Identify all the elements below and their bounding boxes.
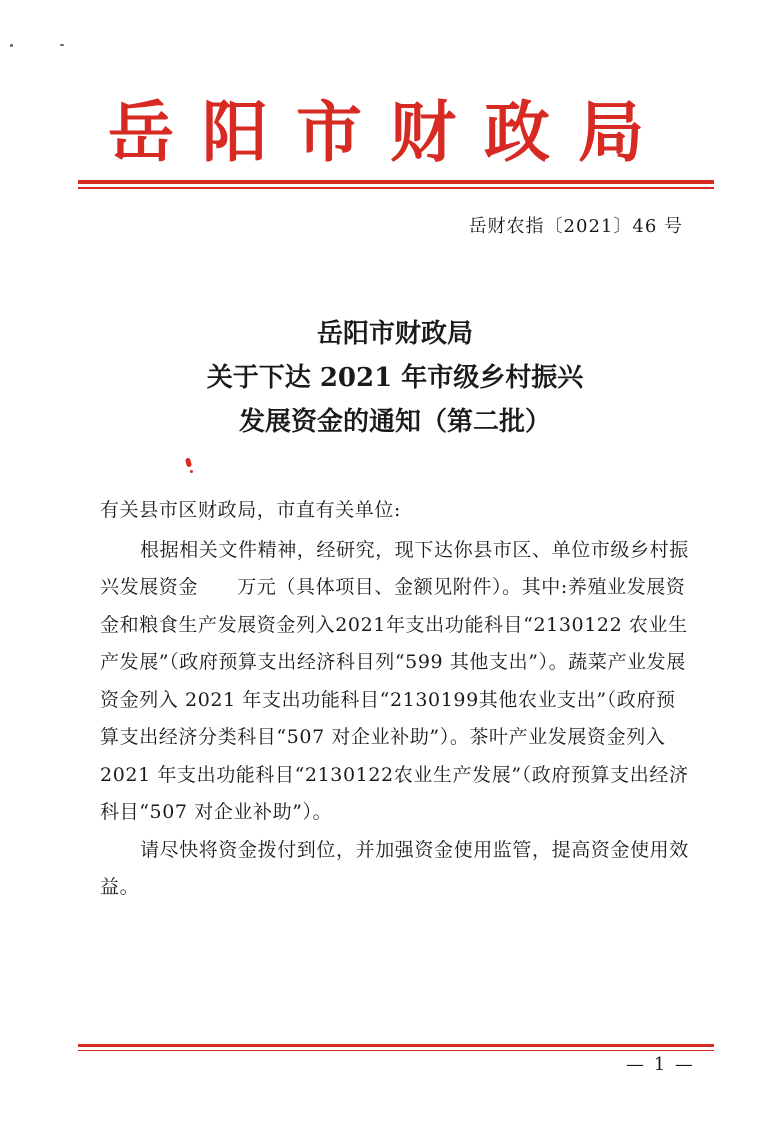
footer-red-rule-thin xyxy=(78,1050,714,1051)
red-ink-dot xyxy=(190,470,193,473)
title-line: 岳阳市财政局 xyxy=(316,319,473,349)
page-number: — 1 — xyxy=(626,1054,695,1075)
scan-artifact xyxy=(60,44,64,46)
agency-letterhead-title: 岳阳市财政局 xyxy=(108,93,672,171)
letterhead-red-rule-thin xyxy=(78,187,714,189)
addressee-line: 有关县市区财政局，市直有关单位: xyxy=(100,499,402,521)
footer-red-rule xyxy=(78,1044,714,1047)
red-ink-mark xyxy=(185,458,192,468)
letterhead-red-rule xyxy=(78,180,714,184)
title-line: 关于下达 2021 年市级乡村振兴 xyxy=(206,363,584,393)
body-paragraph: 请尽快将资金拨付到位，并加强资金使用监管，提高资金使用效益。 xyxy=(100,838,689,898)
document-body xyxy=(100,492,690,907)
document-number: 岳财农指〔2021〕46 号 xyxy=(468,216,683,237)
scan-artifact xyxy=(10,44,13,47)
body-paragraph: 根据相关文件精神，经研究，现下达你县市区、单位市级乡村振兴发展资金 万元（具体项目、金额见附件）。其中:养殖业发展资金和粮食生产发展资金列入2021年支出功能科目“2130122 农业生产发展”（政府预算支出经济科目列“599 其他支出”）。蔬菜产业发展资金列入 2021 年支出功能科目“2130199其他农业支出”（政府预算支出经济分类科目“507 对企业补助”）。茶叶产业发展资金列入 2021 年支出功能科目“2130122农业生产发展”（政府预算支出经济科目“507 对企业补助”）。 xyxy=(100,538,689,823)
title-line: 发展资金的通知（第二批） xyxy=(238,407,551,437)
document-title xyxy=(100,312,690,444)
